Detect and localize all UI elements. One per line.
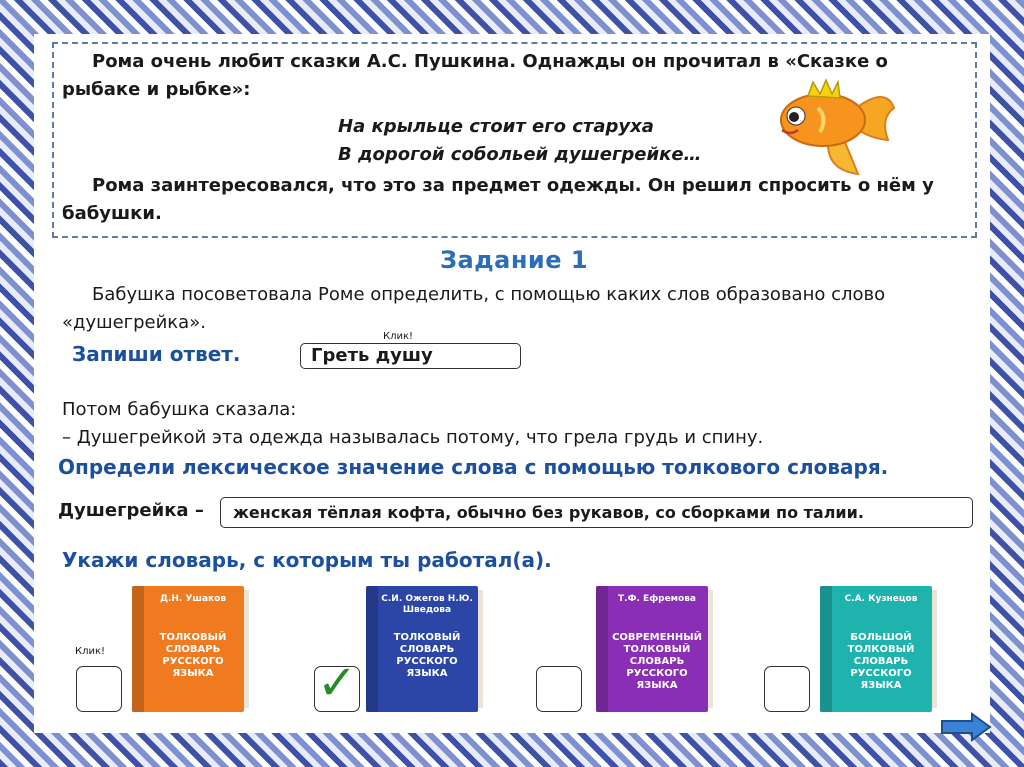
answer-field-word-formation[interactable]: Греть душу (300, 343, 521, 369)
book-title: ТОЛКОВЫЙ СЛОВАРЬ РУССКОГО ЯЗЫКА (159, 632, 227, 679)
task-text: Бабушка посоветовала Роме определить, с помощью каких слов образовано слово «душегрейка». (62, 284, 886, 333)
definition-field[interactable]: женская тёплая кофта, обычно без рукавов, со сборками по талии. (220, 497, 973, 528)
book-author: Д.Н. Ушаков (159, 594, 227, 604)
grandma-quote-text: – Душегрейкой эта одежда называлась потому, что грела грудь и спину. (62, 427, 764, 448)
checkbox-kuznetsov[interactable] (764, 666, 810, 712)
book-ozhegov[interactable] (366, 586, 478, 712)
grandma-said-text: Потом бабушка сказала: (62, 399, 297, 420)
click-hint-dictionary: Клик! (75, 646, 106, 657)
define-meaning-prompt: Определи лексическое значение слова с помощью толкового словаря. (58, 455, 889, 479)
goldfish-icon (768, 78, 898, 178)
choose-dictionary-prompt: Укажи словарь, с которым ты работал(а). (62, 548, 552, 572)
book-title: СОВРЕМЕННЫЙ ТОЛКОВЫЙ СЛОВАРЬ РУССКОГО ЯЗЫКА (612, 632, 702, 691)
verse-line-2: В дорогой собольей душегрейке… (338, 144, 702, 165)
click-hint: Клик! (383, 331, 414, 342)
checkbox-ozhegov[interactable] (314, 655, 360, 712)
next-arrow-icon[interactable] (940, 712, 992, 742)
book-author: С.А. Кузнецов (844, 594, 918, 604)
verse-line-1: На крыльце стоит его старуха (338, 116, 654, 137)
checkmark-icon: ✓ (317, 655, 358, 711)
book-efremova[interactable] (596, 586, 708, 712)
checkbox-efremova[interactable] (536, 666, 582, 712)
book-title: БОЛЬШОЙ ТОЛКОВЫЙ СЛОВАРЬ РУССКОГО ЯЗЫКА (847, 632, 915, 691)
story-paragraph-1: Рома очень любит сказки А.С. Пушкина. Однажды он прочитал в «Сказке о рыбаке и рыбке»: (62, 51, 888, 100)
book-ushakov[interactable] (132, 586, 244, 712)
write-answer-prompt: Запиши ответ. (72, 342, 241, 366)
term-label: Душегрейка – (58, 500, 204, 521)
checkbox-ushakov[interactable] (76, 666, 122, 712)
story-paragraph-2: Рома заинтересовался, что это за предмет одежды. Он решил спросить о нём у бабушки. (62, 175, 934, 224)
book-author: Т.Ф. Ефремова (618, 594, 696, 604)
book-author: С.И. Ожегов Н.Ю. Шведова (381, 594, 473, 615)
book-title: ТОЛКОВЫЙ СЛОВАРЬ РУССКОГО ЯЗЫКА (393, 632, 461, 679)
task-title: Задание 1 (440, 246, 589, 274)
book-kuznetsov[interactable] (820, 586, 932, 712)
